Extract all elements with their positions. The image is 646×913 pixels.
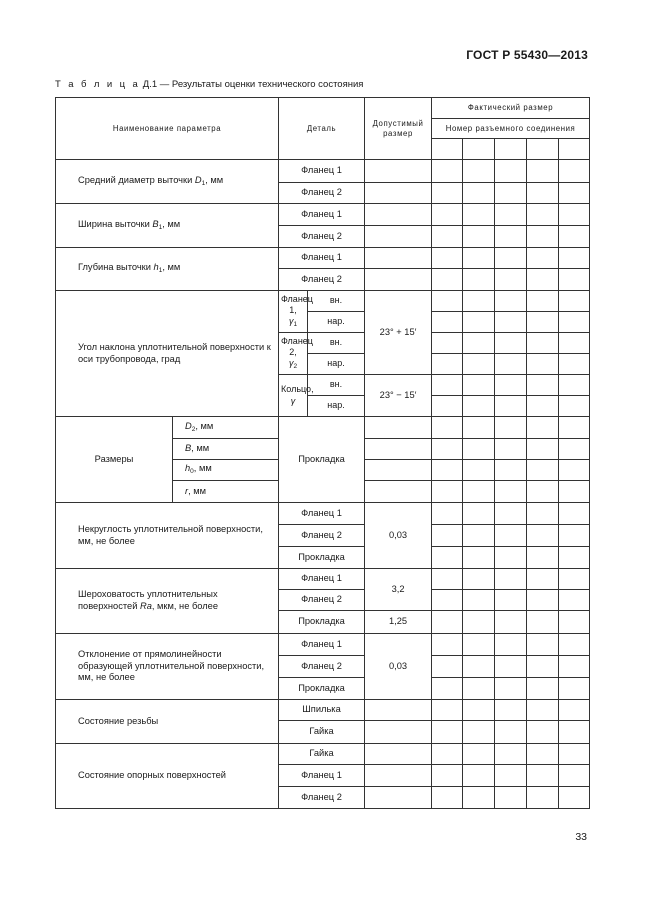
allowed-cell[interactable]	[365, 417, 432, 439]
col-header-joint-no: Номер разъемного соединения	[432, 119, 590, 139]
value-cell[interactable]	[432, 787, 463, 809]
value-cell[interactable]	[432, 700, 463, 721]
side-outer: нар.	[308, 312, 365, 333]
value-cell[interactable]	[527, 744, 559, 765]
side-inner: вн.	[308, 333, 365, 354]
part-cell: Фланец 1	[279, 160, 365, 183]
value-cell[interactable]	[559, 354, 590, 375]
value-cell[interactable]	[463, 547, 495, 569]
value-cell[interactable]	[495, 439, 527, 460]
value-cell[interactable]	[495, 460, 527, 481]
part-cell: Прокладка	[279, 547, 365, 569]
allowed-cell[interactable]	[365, 183, 432, 204]
value-cell[interactable]	[559, 634, 590, 656]
param-roundness: Некруглость уплотнительной поверхности, мм, не более	[56, 503, 279, 569]
part-cell: Фланец 1	[279, 634, 365, 656]
value-cell[interactable]	[463, 569, 495, 590]
value-cell[interactable]	[495, 226, 527, 248]
value-cell[interactable]	[495, 291, 527, 312]
value-cell[interactable]	[463, 417, 495, 439]
value-cell[interactable]	[432, 744, 463, 765]
part-cell: Фланец 2	[279, 525, 365, 547]
value-cell[interactable]	[527, 700, 559, 721]
allowed-cell[interactable]	[365, 226, 432, 248]
value-cell[interactable]	[432, 226, 463, 248]
value-cell[interactable]	[559, 744, 590, 765]
part-cell: Фланец 2	[279, 183, 365, 204]
value-cell[interactable]	[432, 439, 463, 460]
value-cell[interactable]	[432, 503, 463, 525]
value-cell[interactable]	[495, 547, 527, 569]
col-header-param: Наименование параметра	[56, 98, 279, 160]
value-cell[interactable]	[559, 700, 590, 721]
value-cell[interactable]	[559, 291, 590, 312]
value-cell[interactable]	[559, 787, 590, 809]
value-cell[interactable]	[463, 721, 495, 744]
value-cell[interactable]	[432, 460, 463, 481]
value-cell[interactable]	[463, 204, 495, 226]
allowed-cell[interactable]	[365, 248, 432, 269]
param-depth: Глубина выточки $h_1$, мм	[56, 248, 279, 291]
value-cell[interactable]	[463, 226, 495, 248]
value-cell[interactable]	[495, 765, 527, 787]
value-cell[interactable]	[559, 569, 590, 590]
value-cell[interactable]	[432, 248, 463, 269]
value-cell[interactable]	[495, 744, 527, 765]
value-cell[interactable]	[527, 396, 559, 417]
value-cell[interactable]	[463, 765, 495, 787]
value-cell[interactable]	[495, 183, 527, 204]
value-cell[interactable]	[559, 204, 590, 226]
part-cell: Фланец 2	[279, 656, 365, 678]
value-cell[interactable]	[432, 417, 463, 439]
value-cell[interactable]	[559, 547, 590, 569]
allowed-cell[interactable]	[365, 481, 432, 503]
param-thread: Состояние резьбы	[56, 700, 279, 744]
value-cell[interactable]	[559, 160, 590, 183]
value-cell[interactable]	[463, 312, 495, 333]
value-cell[interactable]	[432, 678, 463, 700]
joint-no-cell	[463, 139, 495, 160]
value-cell[interactable]	[559, 183, 590, 204]
caption-number: Д.1	[142, 79, 158, 90]
value-cell[interactable]	[527, 590, 559, 611]
value-cell[interactable]	[527, 439, 559, 460]
value-cell[interactable]	[527, 375, 559, 396]
value-cell[interactable]	[463, 700, 495, 721]
value-cell[interactable]	[432, 375, 463, 396]
value-cell[interactable]	[559, 481, 590, 503]
value-cell[interactable]	[463, 269, 495, 291]
part-cell: Фланец 2	[279, 226, 365, 248]
allowed-cell[interactable]	[365, 721, 432, 744]
value-cell[interactable]	[495, 656, 527, 678]
value-cell[interactable]	[463, 354, 495, 375]
value-cell[interactable]	[463, 183, 495, 204]
joint-no-cell	[559, 139, 590, 160]
side-outer: нар.	[308, 354, 365, 375]
value-cell[interactable]	[527, 787, 559, 809]
side-outer: нар.	[308, 396, 365, 417]
value-cell[interactable]	[559, 396, 590, 417]
value-cell[interactable]	[463, 291, 495, 312]
assessment-table	[55, 97, 590, 809]
value-cell[interactable]	[495, 525, 527, 547]
value-cell[interactable]	[432, 160, 463, 183]
allowed-cell[interactable]	[365, 765, 432, 787]
value-cell[interactable]	[527, 354, 559, 375]
value-cell[interactable]	[559, 503, 590, 525]
value-cell[interactable]	[432, 354, 463, 375]
value-cell[interactable]	[527, 204, 559, 226]
value-cell[interactable]	[432, 396, 463, 417]
caption-prefix: Т а б л и ц а	[55, 79, 141, 90]
param-angle: Угол наклона уплотнительной поверхности к оси трубопровода, град	[56, 291, 279, 417]
value-cell[interactable]	[432, 656, 463, 678]
part-cell: Шпилька	[279, 700, 365, 721]
value-cell[interactable]	[463, 333, 495, 354]
value-cell[interactable]	[463, 590, 495, 611]
part-flange-1-gamma: Фланец 1, $\gamma_1$	[279, 291, 308, 333]
value-cell[interactable]	[432, 721, 463, 744]
value-cell[interactable]	[463, 248, 495, 269]
value-cell[interactable]	[463, 525, 495, 547]
param-roughness: Шероховатость уплотнительных поверхностей Ra, мкм, не более	[56, 569, 279, 634]
value-cell[interactable]	[432, 525, 463, 547]
value-cell[interactable]	[527, 333, 559, 354]
allowed-roundness: 0,03	[365, 503, 432, 569]
value-cell[interactable]	[463, 396, 495, 417]
value-cell[interactable]	[559, 656, 590, 678]
value-cell[interactable]	[495, 503, 527, 525]
allowed-cell[interactable]	[365, 439, 432, 460]
value-cell[interactable]	[432, 269, 463, 291]
value-cell[interactable]	[527, 269, 559, 291]
value-cell[interactable]	[527, 183, 559, 204]
value-cell[interactable]	[527, 569, 559, 590]
value-cell[interactable]	[495, 417, 527, 439]
part-cell: Фланец 2	[279, 787, 365, 809]
value-cell[interactable]	[432, 634, 463, 656]
allowed-cell[interactable]	[365, 160, 432, 183]
part-ring-gamma: Кольцо, γ	[279, 375, 308, 417]
value-cell[interactable]	[527, 611, 559, 634]
part-cell: Фланец 2	[279, 590, 365, 611]
value-cell[interactable]	[463, 634, 495, 656]
value-cell[interactable]	[527, 721, 559, 744]
value-cell[interactable]	[559, 226, 590, 248]
allowed-angle-flange: 23° + 15′	[365, 291, 432, 375]
part-cell: Гайка	[279, 721, 365, 744]
value-cell[interactable]	[527, 503, 559, 525]
joint-no-cell	[495, 139, 527, 160]
allowed-roughness-flange: 3,2	[365, 569, 432, 611]
value-cell[interactable]	[559, 765, 590, 787]
value-cell[interactable]	[432, 204, 463, 226]
value-cell[interactable]	[495, 333, 527, 354]
value-cell[interactable]	[495, 354, 527, 375]
part-cell: Фланец 2	[279, 269, 365, 291]
value-cell[interactable]	[495, 160, 527, 183]
allowed-cell[interactable]	[365, 744, 432, 765]
allowed-cell[interactable]	[365, 269, 432, 291]
allowed-cell[interactable]	[365, 204, 432, 226]
value-cell[interactable]	[559, 678, 590, 700]
value-cell[interactable]	[432, 481, 463, 503]
value-cell[interactable]	[432, 569, 463, 590]
value-cell[interactable]	[559, 312, 590, 333]
value-cell[interactable]	[495, 678, 527, 700]
dim-b: B, мм	[173, 439, 279, 460]
value-cell[interactable]	[495, 269, 527, 291]
value-cell[interactable]	[432, 291, 463, 312]
allowed-angle-ring: 23° − 15′	[365, 375, 432, 417]
value-cell[interactable]	[559, 375, 590, 396]
part-cell: Фланец 1	[279, 503, 365, 525]
value-cell[interactable]	[559, 721, 590, 744]
value-cell[interactable]	[432, 611, 463, 634]
value-cell[interactable]	[527, 481, 559, 503]
part-gasket: Прокладка	[279, 417, 365, 503]
part-cell: Фланец 1	[279, 204, 365, 226]
dim-d2: $D_2$, мм	[173, 417, 279, 439]
value-cell[interactable]	[495, 375, 527, 396]
value-cell[interactable]	[527, 417, 559, 439]
param-dimensions: Размеры	[56, 417, 173, 503]
param-width: Ширина выточки $B_1$, мм	[56, 204, 279, 248]
value-cell[interactable]	[495, 204, 527, 226]
part-cell: Фланец 1	[279, 569, 365, 590]
value-cell[interactable]	[559, 269, 590, 291]
value-cell[interactable]	[495, 590, 527, 611]
part-cell: Прокладка	[279, 611, 365, 634]
allowed-cell[interactable]	[365, 787, 432, 809]
side-inner: вн.	[308, 291, 365, 312]
value-cell[interactable]	[527, 291, 559, 312]
value-cell[interactable]	[463, 439, 495, 460]
value-cell[interactable]	[432, 312, 463, 333]
value-cell[interactable]	[527, 525, 559, 547]
value-cell[interactable]	[559, 333, 590, 354]
value-cell[interactable]	[527, 678, 559, 700]
standard-code: ГОСТ Р 55430—2013	[466, 48, 588, 62]
value-cell[interactable]	[495, 700, 527, 721]
value-cell[interactable]	[527, 160, 559, 183]
value-cell[interactable]	[495, 611, 527, 634]
value-cell[interactable]	[559, 460, 590, 481]
value-cell[interactable]	[432, 333, 463, 354]
value-cell[interactable]	[559, 525, 590, 547]
allowed-roughness-gasket: 1,25	[365, 611, 432, 634]
value-cell[interactable]	[559, 590, 590, 611]
value-cell[interactable]	[463, 611, 495, 634]
value-cell[interactable]	[527, 656, 559, 678]
part-cell: Фланец 1	[279, 765, 365, 787]
value-cell[interactable]	[463, 460, 495, 481]
value-cell[interactable]	[527, 765, 559, 787]
value-cell[interactable]	[527, 248, 559, 269]
param-inner-diameter: Средний диаметр выточки $D_1$, мм	[56, 160, 279, 204]
value-cell[interactable]	[495, 481, 527, 503]
value-cell[interactable]	[559, 417, 590, 439]
value-cell[interactable]	[432, 590, 463, 611]
value-cell[interactable]	[432, 547, 463, 569]
col-header-part: Деталь	[279, 98, 365, 160]
value-cell[interactable]	[527, 460, 559, 481]
side-inner: вн.	[308, 375, 365, 396]
dim-h0: $h_0$, мм	[173, 460, 279, 481]
value-cell[interactable]	[495, 787, 527, 809]
value-cell[interactable]	[463, 744, 495, 765]
part-cell: Гайка	[279, 744, 365, 765]
value-cell[interactable]	[495, 396, 527, 417]
part-cell: Фланец 1	[279, 248, 365, 269]
param-bearing: Состояние опорных поверхностей	[56, 744, 279, 809]
table-caption	[55, 79, 363, 90]
dim-r: r, мм	[173, 481, 279, 503]
value-cell[interactable]	[495, 634, 527, 656]
value-cell[interactable]	[463, 656, 495, 678]
caption-title: Результаты оценки технического состояния	[171, 79, 364, 90]
value-cell[interactable]	[527, 547, 559, 569]
joint-no-cell	[527, 139, 559, 160]
value-cell[interactable]	[527, 226, 559, 248]
value-cell[interactable]	[559, 611, 590, 634]
value-cell[interactable]	[495, 312, 527, 333]
value-cell[interactable]	[495, 721, 527, 744]
part-flange-2-gamma: Фланец 2, $\gamma_2$	[279, 333, 308, 375]
value-cell[interactable]	[463, 160, 495, 183]
value-cell[interactable]	[527, 312, 559, 333]
allowed-straightness: 0,03	[365, 634, 432, 700]
value-cell[interactable]	[463, 678, 495, 700]
value-cell[interactable]	[432, 765, 463, 787]
value-cell[interactable]	[463, 481, 495, 503]
value-cell[interactable]	[527, 634, 559, 656]
page-number: 33	[575, 831, 587, 843]
caption-dash: —	[159, 79, 170, 90]
allowed-cell[interactable]	[365, 460, 432, 481]
value-cell[interactable]	[495, 569, 527, 590]
value-cell[interactable]	[559, 248, 590, 269]
value-cell[interactable]	[432, 183, 463, 204]
value-cell[interactable]	[463, 787, 495, 809]
joint-no-cell	[432, 139, 463, 160]
col-header-actual: Фактический размер	[432, 98, 590, 119]
value-cell[interactable]	[495, 248, 527, 269]
param-straightness: Отклонение от прямолинейности образующей уплотнительной поверхности, мм, не более	[56, 634, 279, 700]
allowed-cell[interactable]	[365, 700, 432, 721]
part-cell: Прокладка	[279, 678, 365, 700]
value-cell[interactable]	[463, 503, 495, 525]
value-cell[interactable]	[463, 375, 495, 396]
value-cell[interactable]	[559, 439, 590, 460]
col-header-allowed: Допустимый размер	[365, 98, 432, 160]
